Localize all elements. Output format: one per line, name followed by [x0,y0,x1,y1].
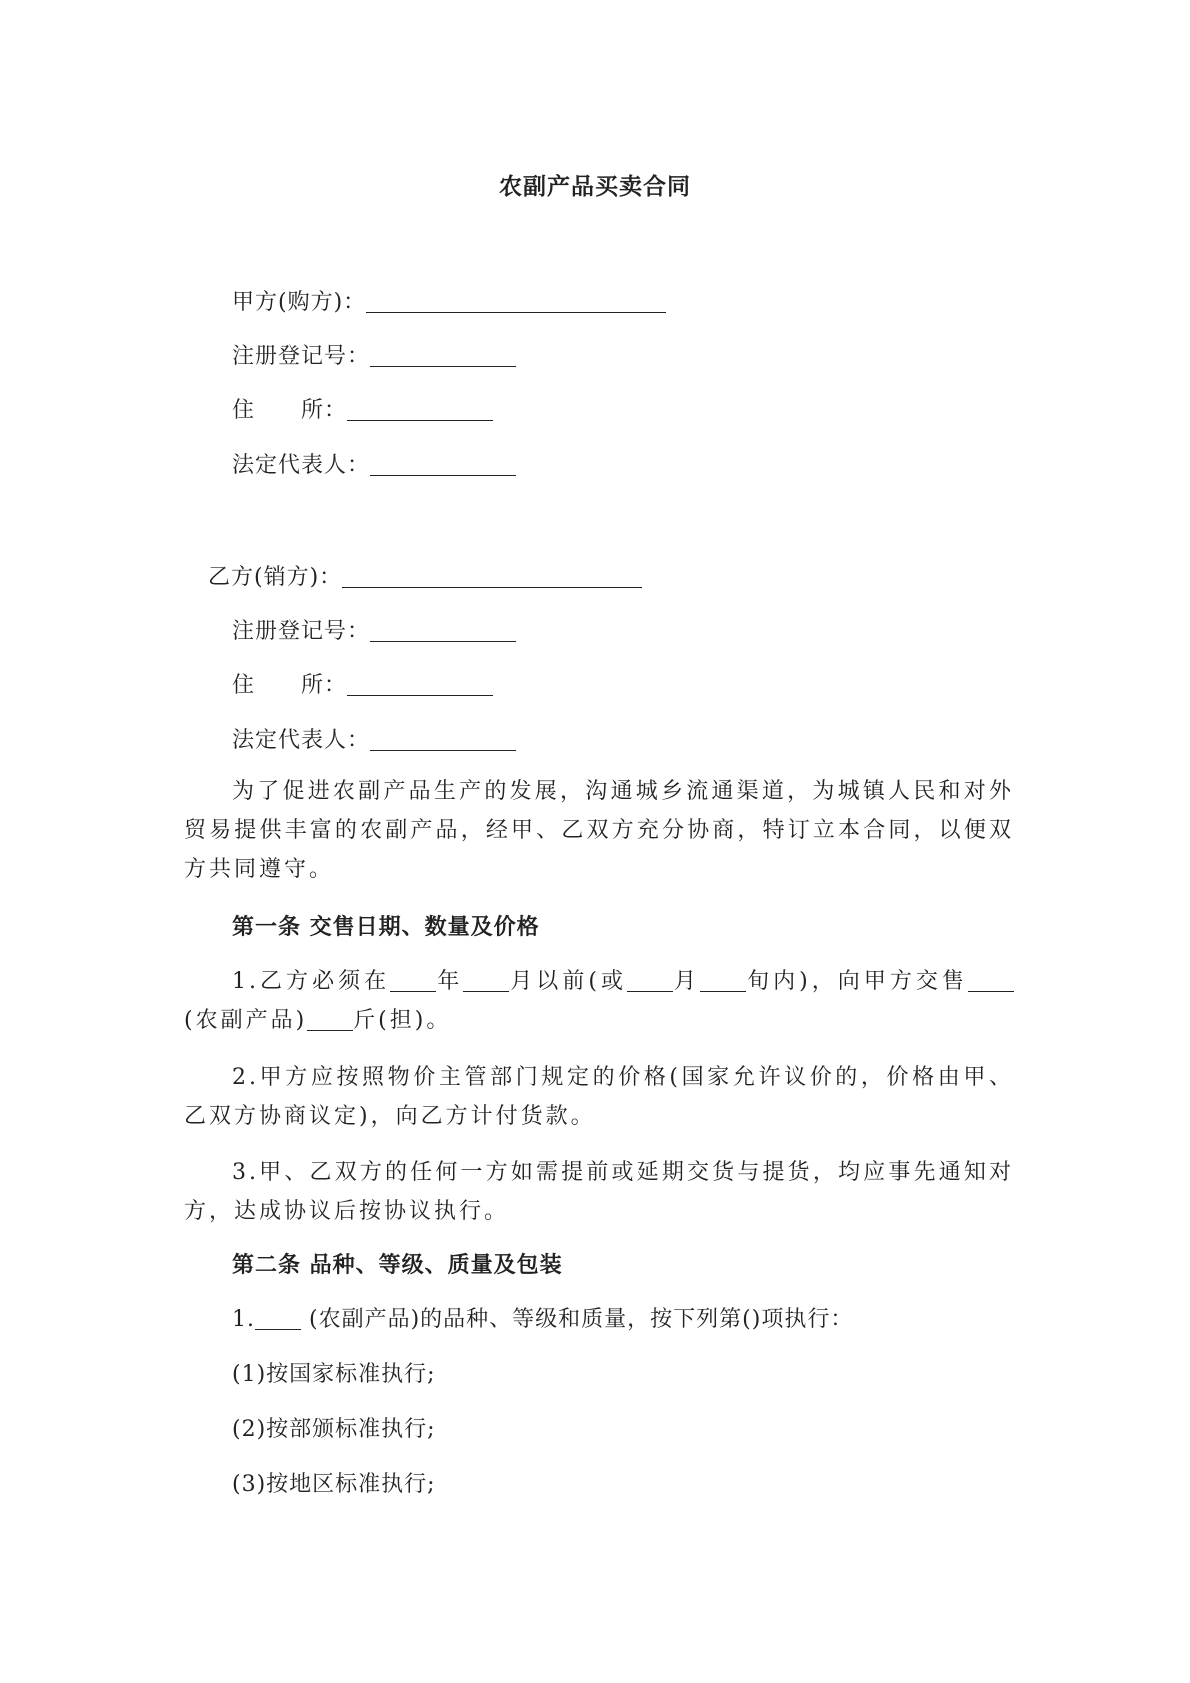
party-a-rep-label: 法定代表人： [232,453,371,478]
standard-option-1: (1)按国家标准执行; [232,1362,436,1387]
party-a-addr-blank[interactable] [347,398,493,421]
party-b-addr-blank[interactable] [347,673,493,696]
party-b-blank[interactable] [342,565,642,588]
product-blank[interactable] [968,969,1014,992]
party-b-reg-line [232,617,516,647]
party-a-label: 甲方(购方)： [232,290,367,315]
party-a-reg-line [232,342,516,372]
party-a-addr-label: 住 所： [232,398,348,423]
party-b-reg-blank[interactable] [370,619,516,642]
month-blank[interactable] [463,969,509,992]
standard-option-3: (3)按地区标准执行; [232,1472,436,1497]
article-2-heading: 第二条 品种、等级、质量及包装 [232,1252,563,1278]
party-b-addr-label: 住 所： [232,673,348,698]
article-1-clause-2: 2.甲方应按照物价主管部门规定的价格(国家允许议价的，价格由甲、乙双方协商议定)，向乙方计付货款。 [184,1065,1014,1129]
document-title: 农副产品买卖合同 [499,173,691,200]
party-b-reg-label: 注册登记号： [232,619,371,644]
article-2-product-blank[interactable] [255,1307,301,1330]
party-a-blank[interactable] [366,290,666,313]
party-b-label: 乙方(销方)： [208,565,343,590]
preamble-paragraph: 为了促进农副产品生产的发展，沟通城乡流通渠道，为城镇人民和对外贸易提供丰富的农副产品，经甲、乙双方充分协商，特订立本合同，以便双方共同遵守。 [184,779,1014,882]
article-1-clause-1: 1.乙方必须在 年 月以前(或 月 旬内)，向甲方交售(农副产品) 斤(担)。 [184,962,1014,1040]
party-b-rep-blank[interactable] [370,728,516,751]
party-a-addr-line [232,396,493,426]
party-b-addr-line [232,671,493,701]
party-a-reg-blank[interactable] [370,344,516,367]
party-b-rep-label: 法定代表人： [232,728,371,753]
party-a-line [232,288,666,318]
year-blank[interactable] [390,969,436,992]
standard-option-2: (2)按部颁标准执行; [232,1417,436,1442]
article-1-heading: 第一条 交售日期、数量及价格 [232,914,540,940]
article-2-clause-1: 1. (农副产品)的品种、等级和质量，按下列第()项执行： [232,1307,854,1332]
party-a-rep-blank[interactable] [370,453,516,476]
article-1-clause-3: 3.甲、乙双方的任何一方如需提前或延期交货与提货，均应事先通知对方，达成协议后按协议执行。 [184,1160,1014,1224]
alt-month-blank[interactable] [627,969,673,992]
quantity-blank[interactable] [307,1008,353,1031]
party-b-rep-line [232,726,516,756]
party-a-reg-label: 注册登记号： [232,344,371,369]
period-blank[interactable] [700,969,746,992]
party-b-line [208,563,642,593]
party-a-rep-line [232,451,516,481]
